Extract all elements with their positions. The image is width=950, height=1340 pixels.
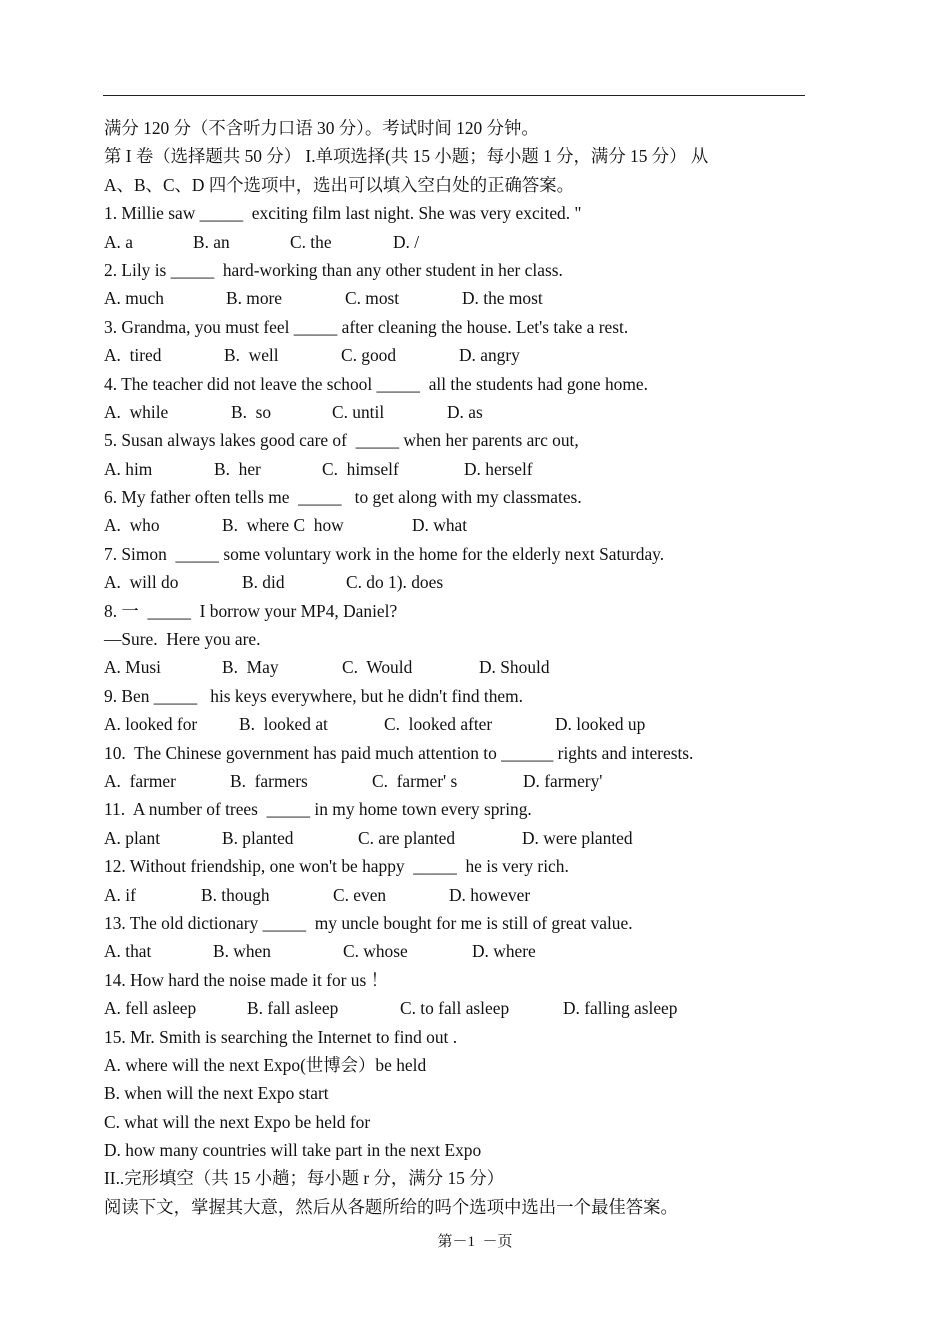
page-number: 第－1 －页 [437,1234,513,1250]
option: B. fall asleep [247,998,339,1019]
option: D. where [472,941,536,962]
section2-instruction: 阅读下文，掌握其大意，然后从各题所给的吗个选项中选出一个最佳答案。 [104,1196,678,1217]
options-row [104,228,824,256]
header-rule [103,95,805,96]
option: C. what will the next Expo be held for [104,1111,371,1132]
option: B. well [224,345,279,366]
option: C. Would [342,657,413,678]
option: A. much [104,288,164,309]
option: B. when will the next Expo start [104,1083,329,1104]
options-row [104,511,824,539]
option: D. as [447,401,483,422]
options-row [104,653,824,681]
question-stem: 6. My father often tells me _____ to get along with my classmates. [104,487,582,508]
options-row [104,994,824,1022]
option: B. planted [222,827,294,848]
option: A. where will the next Expo(世博会）be held [104,1054,427,1075]
option: A. will do [104,572,179,593]
option: A. him [104,458,153,479]
options-row [104,284,824,312]
option: D. herself [464,458,533,479]
option: A. plant [104,827,161,848]
question-stem: 1. Millie saw _____ exciting film last night. She was very excited. " [104,203,582,224]
option: D. were planted [522,827,633,848]
option: A. tired [104,345,162,366]
options-row [104,710,824,738]
option: B. so [231,401,272,422]
option: A. fell asleep [104,998,197,1019]
dialogue-answer: —Sure. Here you are. [104,629,261,650]
option: B. May [222,657,279,678]
option: B. though [201,884,270,905]
option: D. farmery' [523,770,603,791]
option: A. while [104,401,169,422]
option: A. a [104,231,133,252]
option: B. looked at [239,714,328,735]
option: A. Musi [104,657,162,678]
option: A. that [104,941,152,962]
option: B. her [214,458,261,479]
question-stem: 15. Mr. Smith is searching the Internet to find out . [104,1026,458,1047]
options-row [104,937,824,965]
question-stem: 7. Simon _____ some voluntary work in the home for the elderly next Saturday. [104,543,665,564]
exam-info: 满分 120 分（不含听力口语 30 分）。考试时间 120 分钟。 [104,118,539,138]
option: B. did [242,572,285,593]
option: C. whose [343,941,408,962]
option: C. most [345,288,400,309]
section1-instruction: A、B、C、D 四个选项中，选出可以填入空白处的正确答案。 [104,174,575,195]
option: C. do 1). does [346,572,444,593]
option: C. are planted [358,827,456,848]
question-stem: 13. The old dictionary _____ my uncle bought for me is still of great value. [104,912,633,933]
option: C. looked after [384,714,493,735]
option: D. what [412,515,468,536]
option: C. even [333,884,387,905]
section1-title: 第 I 卷（选择题共 50 分） I.单项选择(共 15 小题；每小题 1 分，满分 15 分） 从 [104,146,709,167]
question-stem: 12. Without friendship, one won't be happy _____ he is very rich. [104,856,569,877]
question-stem: 10. The Chinese government has paid much attention to ______ rights and interests. [104,742,694,763]
option: D. how many countries will take part in the next Expo [104,1140,482,1161]
option: D. / [393,231,420,252]
option: A. if [104,884,136,905]
option: A. looked for [104,714,198,735]
option: D. Should [479,657,550,678]
section2-title: II..完形填空（共 15 小趟；每小题 r 分，满分 15 分） [104,1168,504,1189]
option: B. when [213,941,271,962]
question-stem: 8. 一 _____ I borrow your MP4, Daniel? [104,600,398,621]
options-row [104,398,824,426]
question-stem: 11. A number of trees _____ in my home town every spring. [104,799,532,820]
question-stem: 2. Lily is _____ hard-working than any other student in her class. [104,259,563,280]
option: C. until [332,401,385,422]
option: B. an [193,231,230,252]
option: A. farmer [104,770,176,791]
option: B. where C how [222,515,344,536]
question-stem: 3. Grandma, you must feel _____ after cleaning the house. Let's take a rest. [104,316,629,337]
question-stem: 9. Ben _____ his keys everywhere, but he didn't find them. [104,685,523,706]
question-stem: 5. Susan always lakes good care of _____ when her parents arc out, [104,430,579,451]
options-row [104,568,824,596]
option: D. however [449,884,531,905]
options-row [104,455,824,483]
question-stem: 14. How hard the noise made it for us ！ [104,969,388,990]
option: B. more [226,288,283,309]
exam-content [104,114,824,1221]
option: D. falling asleep [563,998,678,1019]
option: C. to fall asleep [400,998,510,1019]
option: B. farmers [230,770,308,791]
options-row [104,341,824,369]
options-row [104,881,824,909]
option: D. the most [462,288,543,309]
options-row [104,767,824,795]
question-stem: 4. The teacher did not leave the school _____ all the students had gone home. [104,373,648,394]
option: C. himself [322,458,399,479]
option: C. good [341,345,397,366]
options-row [104,824,824,852]
option: A. who [104,515,160,536]
option: D. angry [459,345,520,366]
option: D. looked up [555,714,646,735]
option: C. farmer' s [372,770,458,791]
option: C. the [290,231,332,252]
